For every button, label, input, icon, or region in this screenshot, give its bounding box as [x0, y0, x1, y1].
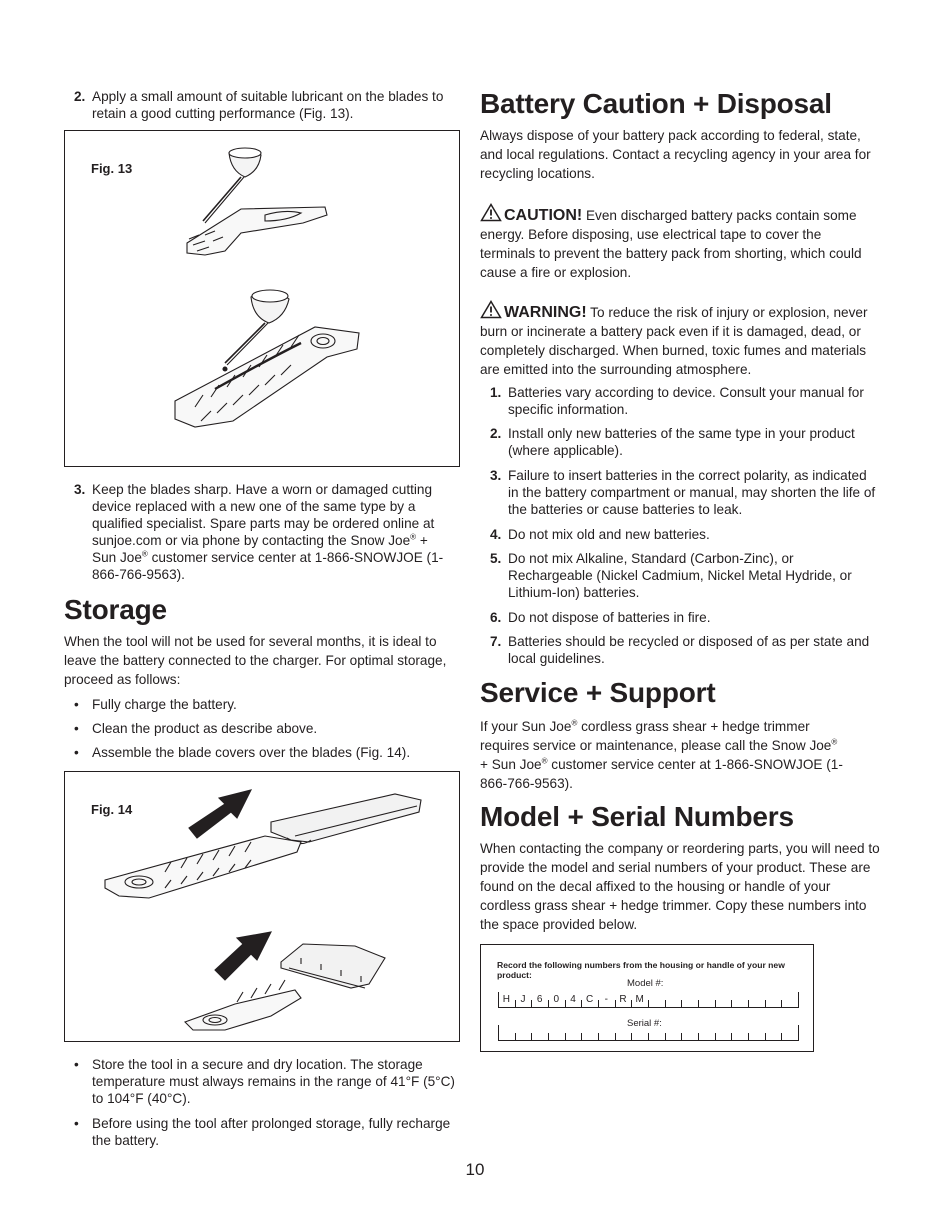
record-instruction: Record the following numbers from the housing or handle of your new product: — [497, 960, 785, 980]
cell-divider — [498, 1025, 499, 1041]
number-character: H — [502, 994, 510, 1005]
model-number-field[interactable] — [498, 992, 798, 1008]
step-number: 2. — [74, 89, 86, 104]
model-serial-record-box — [480, 944, 814, 1052]
number-character — [715, 992, 732, 1008]
number-character: C — [586, 994, 594, 1005]
number-character: 4 — [570, 994, 576, 1005]
figure-14 — [64, 771, 460, 1042]
number-character: - — [604, 994, 608, 1005]
warning-triangle-icon — [480, 300, 502, 319]
battery-intro: Always dispose of your battery pack according to federal, state, and local regulations. Contact a recycling agency in your area for recycling locations. — [480, 128, 871, 181]
serial-label: Serial #: — [627, 1018, 662, 1029]
model-intro: When contacting the company or reordering parts, you will need to provide the model and serial numbers of your product. These are found on the decal affixed to the housing or handle of your cordless grass shear + hedge trimmer. Copy these numbers into the space provided below. — [480, 841, 880, 932]
service-text: If your Sun Joe® cordless grass shear + hedge trimmer requires service or maintenance, please call the Snow Joe® + Sun Joe® customer service center at 1-866-SNOWJOE (1-866-766-9563). — [480, 718, 843, 791]
cell-divider — [798, 992, 799, 1008]
warning-notice: WARNING! To reduce the risk of injury or explosion, never burn or incinerate a battery pack even if it is damaged, dead, or completely discharged. When burned, toxic fumes and materials are emitted into the surrounding atmosphere. — [480, 300, 880, 379]
serial-number-field[interactable] — [498, 1025, 798, 1041]
cell-baseline — [498, 1040, 798, 1041]
warning-triangle-icon — [480, 203, 502, 222]
storage-intro: When the tool will not be used for several months, it is ideal to leave the battery connected to the charger. For optimal storage, proceed as follows: — [64, 634, 447, 687]
number-character — [648, 992, 665, 1008]
figure-label: Fig. 13 — [91, 161, 133, 176]
page-number: 10 — [465, 1160, 485, 1179]
model-heading: Model + Serial Numbers — [480, 801, 794, 832]
number-character: 0 — [553, 994, 560, 1005]
number-character: M — [635, 994, 644, 1005]
number-character — [665, 992, 682, 1008]
battery-heading: Battery Caution + Disposal — [480, 88, 832, 119]
step-number: 3. — [74, 482, 86, 497]
step-text: Keep the blades sharp. Have a worn or damaged cutting device replaced with a new one of the same type by a qualified specialist. Spare parts may be ordered online at sunjoe.com or via phone by contacting the Snow Joe® + Sun Joe® customer service center at 1-866-SNOWJOE (1-866-766-9563). — [92, 482, 444, 582]
number-character — [781, 992, 798, 1008]
cell-divider — [798, 1025, 799, 1041]
number-character — [765, 992, 782, 1008]
number-character: R — [619, 994, 627, 1005]
blade-covers-illustration — [65, 772, 459, 1041]
storage-heading: Storage — [64, 594, 167, 625]
number-character — [698, 992, 715, 1008]
model-label: Model #: — [627, 978, 664, 989]
warning-word: WARNING! — [504, 304, 587, 321]
service-heading: Service + Support — [480, 677, 716, 708]
lubricating-blades-illustration — [65, 131, 459, 466]
step-text: Apply a small amount of suitable lubricant on the blades to retain a good cutting performance (Fig. 13). — [92, 89, 444, 121]
number-character — [681, 992, 698, 1008]
caution-notice: CAUTION! Even discharged battery packs contain some energy. Before disposing, use electrical tape to cover the terminals to prevent the battery pack from shorting, which could cause a fire or explosion. — [480, 203, 880, 282]
number-character — [731, 992, 748, 1008]
figure-label: Fig. 14 — [91, 802, 133, 817]
caution-word: CAUTION! — [504, 207, 583, 224]
number-character — [748, 992, 765, 1008]
figure-13 — [64, 130, 460, 467]
number-character: 6 — [536, 994, 543, 1005]
number-character: J — [520, 994, 526, 1005]
